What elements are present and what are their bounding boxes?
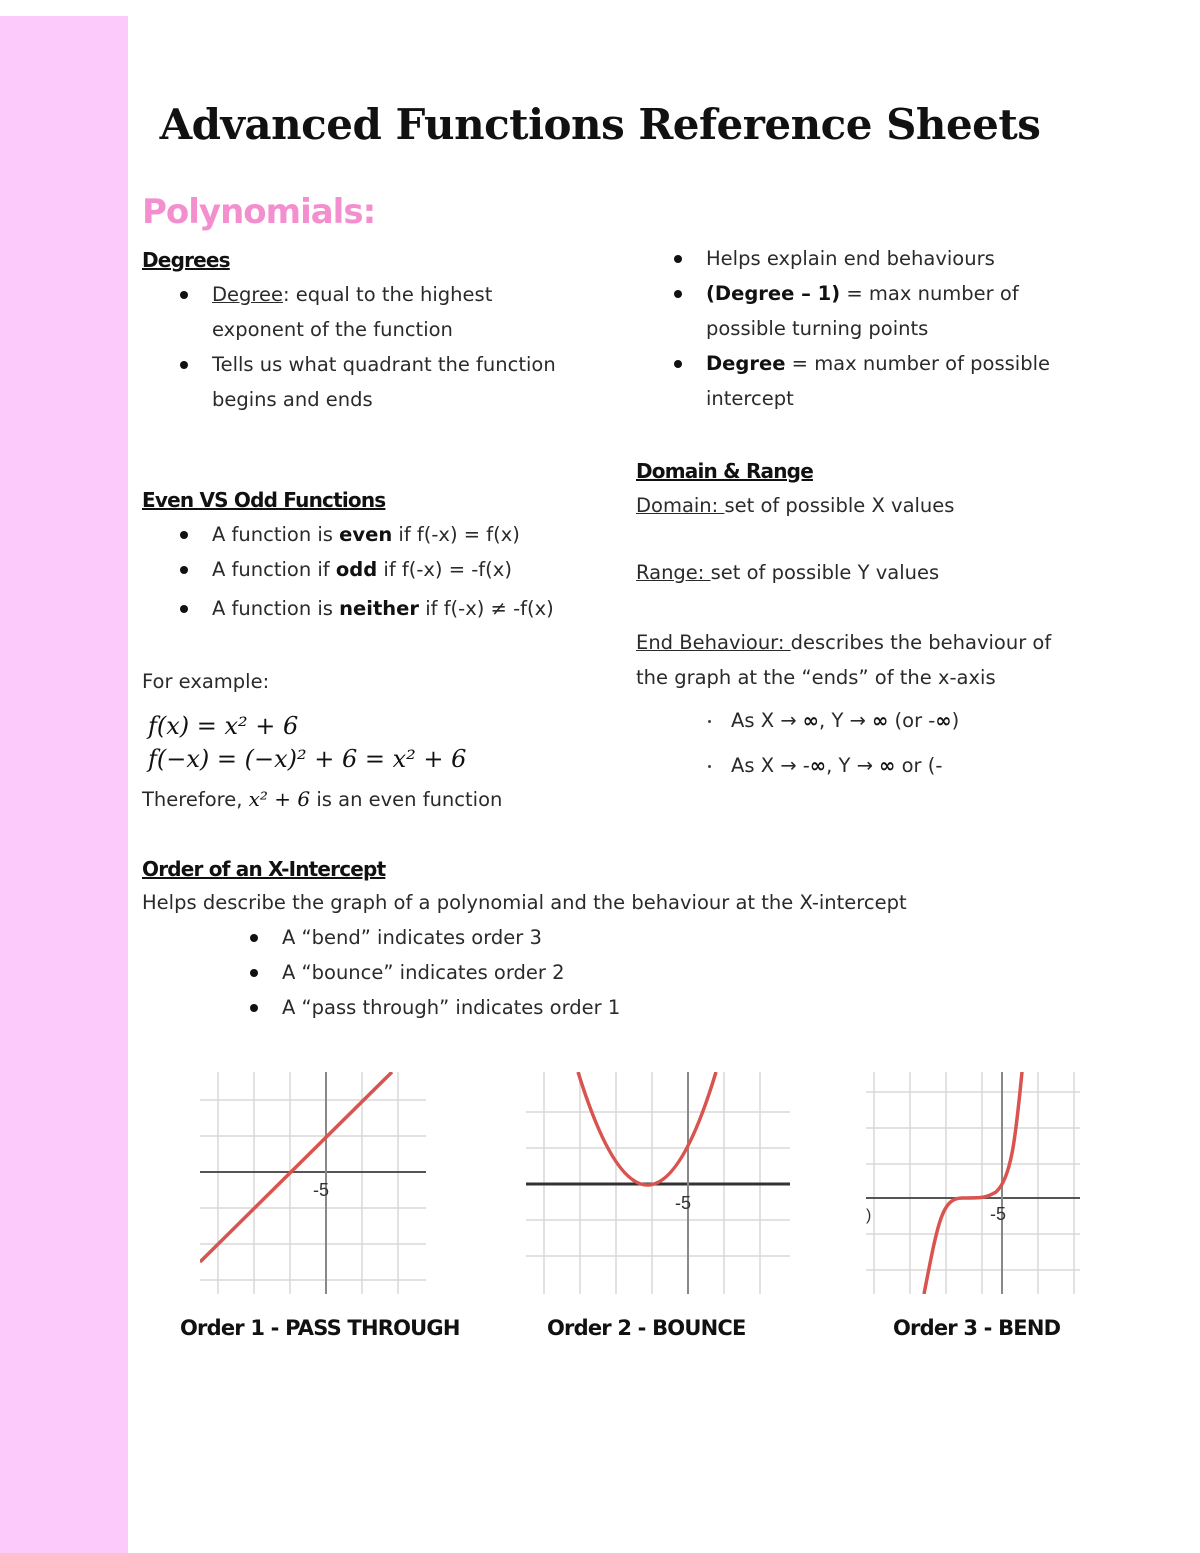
- degree-minus-one: (Degree – 1): [706, 282, 841, 305]
- range-term: Range:: [636, 561, 711, 584]
- degree-bold: Degree: [706, 352, 786, 375]
- even-rule: if f(-x) = f(x): [392, 523, 520, 546]
- therefore-post: is an even function: [310, 788, 503, 811]
- end-def: describes the behaviour of: [790, 631, 1052, 654]
- list-item: A “bounce” indicates order 2: [212, 955, 812, 990]
- end-def-cont: the graph at the “ends” of the x-axis: [636, 666, 996, 689]
- side-accent-bar: [0, 16, 128, 1553]
- degrees-heading: Degrees: [142, 248, 230, 272]
- odd-pre: A function if: [212, 558, 336, 581]
- as2-d: ∞: [879, 754, 896, 777]
- equation-1: f(x) = x² + 6: [148, 712, 299, 740]
- domain-line: [636, 488, 954, 523]
- domain-def: set of possible X values: [724, 494, 955, 517]
- even-pre: A function is: [212, 523, 340, 546]
- caption-order-3: Order 3 - BEND: [893, 1316, 1061, 1340]
- odd-rule: if f(-x) = -f(x): [377, 558, 512, 581]
- intercept-cont: intercept: [706, 387, 794, 410]
- list-item: [636, 346, 1116, 416]
- degrees-list-right: [636, 241, 1116, 416]
- order-description: Helps describe the graph of a polynomial and the behaviour at the X-intercept: [142, 891, 907, 914]
- as1-e: (or -: [888, 709, 936, 732]
- therefore-pre: Therefore,: [142, 788, 249, 811]
- tick-label: -5: [675, 1193, 692, 1213]
- even-odd-list: [142, 517, 612, 626]
- grid: [866, 1072, 1080, 1294]
- list-item: [142, 277, 612, 347]
- list-item: [636, 698, 1116, 743]
- as1-g: ): [951, 709, 960, 732]
- order-heading: Order of an X-Intercept: [142, 857, 386, 881]
- as1-c: , Y →: [819, 709, 873, 732]
- tick-label: -5: [313, 1180, 330, 1200]
- graph-order-1: [200, 1072, 426, 1294]
- curve-cubic: [924, 1072, 1022, 1294]
- caption-order-2: Order 2 - BOUNCE: [547, 1316, 746, 1340]
- list-item: [142, 552, 612, 587]
- end-behaviour-list: [636, 698, 1116, 788]
- list-item: [142, 591, 612, 626]
- example-label: For example:: [142, 670, 270, 693]
- turning-points-text: = max number of: [840, 282, 1019, 305]
- graph-order-3: [866, 1072, 1080, 1294]
- even-word: even: [339, 523, 393, 546]
- as2-b: ∞: [809, 754, 827, 777]
- as2-a: As X → -: [731, 754, 810, 777]
- page-title: Advanced Functions Reference Sheets: [159, 100, 1041, 149]
- list-item: [636, 743, 1116, 788]
- neither-word: neither: [339, 597, 420, 620]
- clipped-label: ): [866, 1207, 872, 1224]
- curve-parabola: [578, 1072, 716, 1185]
- list-item: [142, 517, 612, 552]
- intercept-text: = max number of possible: [785, 352, 1051, 375]
- caption-order-1: Order 1 - PASS THROUGH: [180, 1316, 460, 1340]
- tick-label: -5: [990, 1204, 1007, 1224]
- as1-a: As X →: [731, 709, 803, 732]
- neither-rule: if f(-x) ≠ -f(x): [419, 597, 554, 620]
- list-item: [142, 347, 612, 417]
- list-item: A “pass through” indicates order 1: [212, 990, 812, 1025]
- range-line: [636, 555, 939, 590]
- as2-c: , Y →: [826, 754, 880, 777]
- therefore-line: [142, 782, 502, 817]
- end-behaviour-block: [636, 625, 1106, 695]
- quadrant-text-cont: begins and ends: [212, 388, 373, 411]
- quadrant-text: Tells us what quadrant the function: [212, 353, 556, 376]
- list-item: A “bend” indicates order 3: [212, 920, 812, 955]
- list-item: [636, 276, 1116, 346]
- turning-points-cont: possible turning points: [706, 317, 929, 340]
- degrees-list-left: [142, 277, 612, 417]
- order-list: [212, 920, 812, 1025]
- as1-f: ∞: [935, 709, 952, 732]
- as2-e: or (-: [895, 754, 943, 777]
- range-def: set of possible Y values: [710, 561, 940, 584]
- equation-2: f(−x) = (−x)² + 6 = x² + 6: [148, 745, 467, 773]
- degree-term: Degree: [212, 283, 283, 306]
- degree-definition: : equal to the highest: [282, 283, 493, 306]
- end-behaviour-note: Helps explain end behaviours: [706, 247, 995, 270]
- even-odd-heading: Even VS Odd Functions: [142, 488, 386, 512]
- domain-term: Domain:: [636, 494, 725, 517]
- as1-d: ∞: [872, 709, 889, 732]
- odd-word: odd: [335, 558, 378, 581]
- section-heading-polynomials: Polynomials:: [142, 192, 376, 232]
- graph-order-2: [526, 1072, 790, 1294]
- therefore-math: x² + 6: [248, 787, 311, 811]
- end-term: End Behaviour:: [636, 631, 791, 654]
- list-item: [636, 241, 1116, 276]
- domain-range-heading: Domain & Range: [636, 459, 813, 483]
- as1-b: ∞: [802, 709, 820, 732]
- degree-definition-cont: exponent of the function: [212, 318, 453, 341]
- neither-pre: A function is: [212, 597, 340, 620]
